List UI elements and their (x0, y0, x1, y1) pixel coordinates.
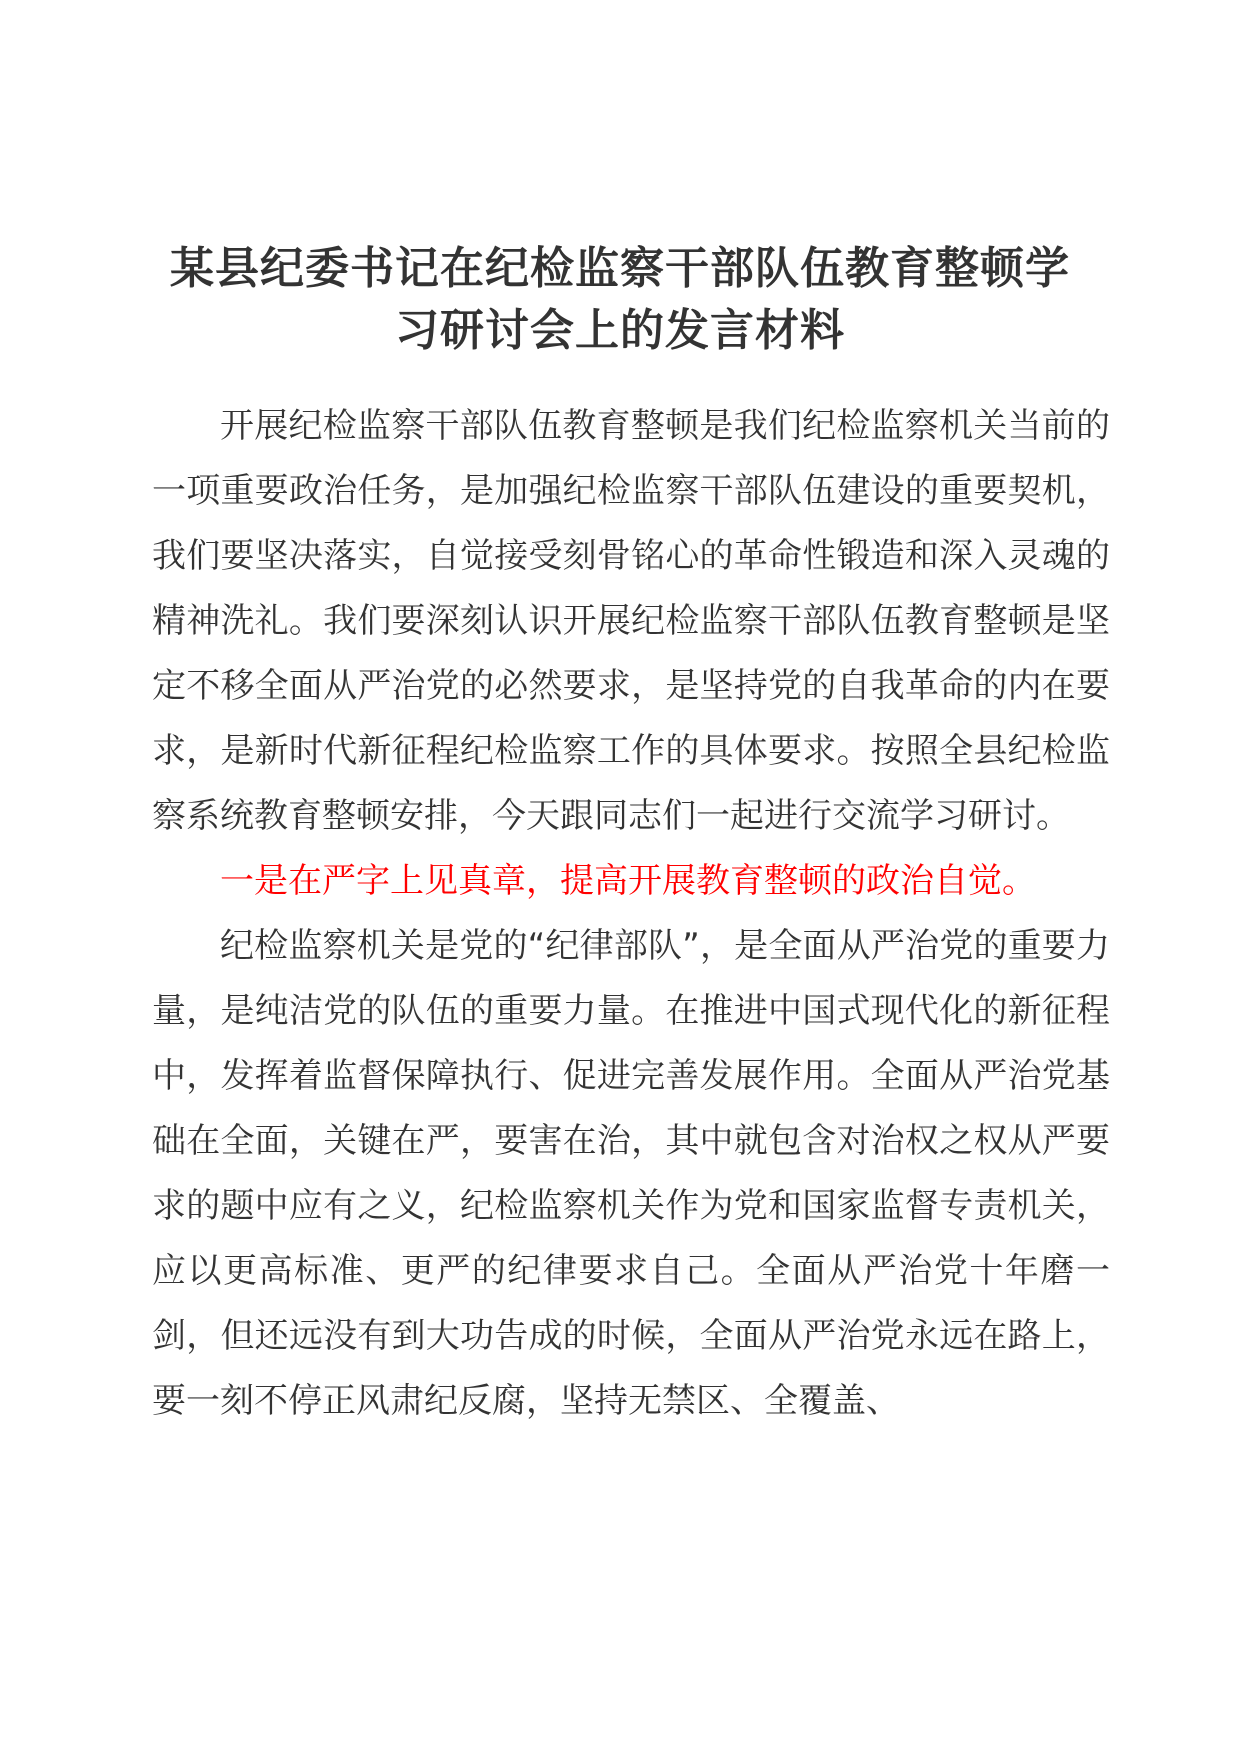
document-body (152, 394, 1110, 1434)
paragraph-section-1: 纪检监察机关是党的“纪律部队”，是全面从严治党的重要力量，是纯洁党的队伍的重要力量。在推进中国式现代化的新征程中，发挥着监督保障执行、促进完善发展作用。全面从严治党基础在全面，关键在严，要害在治，其中就包含对治权之权从严要求的题中应有之义，纪检监察机关作为党和国家监督专责机关，应以更高标准、更严的纪律要求自己。全面从严治党十年磨一剑，但还远没有到大功告成的时候，全面从严治党永远在路上，要一刻不停正风肃纪反腐，坚持无禁区、全覆盖、 (152, 926, 1110, 1421)
document-title (150, 238, 1090, 362)
paragraph-intro: 开展纪检监察干部队伍教育整顿是我们纪检监察机关当前的一项重要政治任务，是加强纪检监察干部队伍建设的重要契机，我们要坚决落实，自觉接受刻骨铭心的革命性锻造和深入灵魂的精神洗礼。我们要深刻认识开展纪检监察干部队伍教育整顿是坚定不移全面从严治党的必然要求，是坚持党的自我革命的内在要求，是新时代新征程纪检监察工作的具体要求。按照全县纪检监察系统教育整顿安排，今天跟同志们一起进行交流学习研讨。 (152, 406, 1110, 836)
section-heading-1: 一是在严字上见真章，提高开展教育整顿的政治自觉。 (220, 861, 1036, 901)
title-line-2: 习研讨会上的发言材料 (395, 305, 845, 356)
title-line-1: 某县纪委书记在纪检监察干部队伍教育整顿学 (170, 243, 1070, 294)
